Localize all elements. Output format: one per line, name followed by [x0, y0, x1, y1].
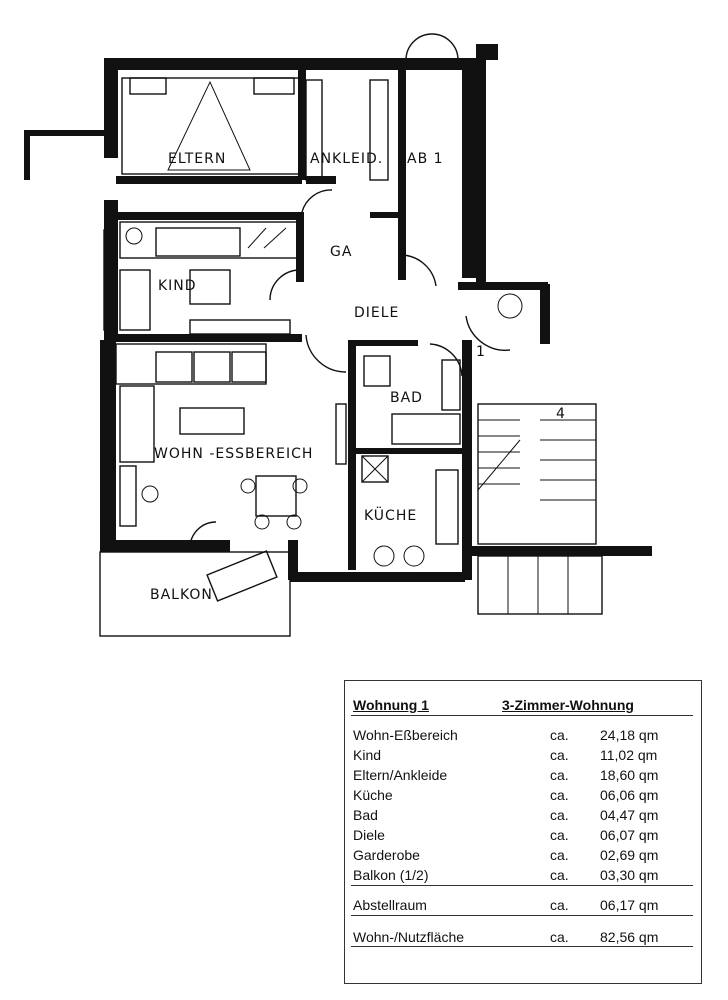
row-name: Wohn-Eßbereich — [353, 727, 458, 743]
room-label-balkon: BALKON — [150, 587, 213, 603]
row-ca: ca. — [550, 867, 569, 883]
area-row — [353, 787, 687, 807]
row-value: 03,30 qm — [600, 867, 659, 883]
room-label-kueche: KÜCHE — [364, 508, 418, 524]
room-label-kind: KIND — [158, 278, 197, 294]
room-label-wohn-essbereich: WOHN -ESSBEREICH — [154, 446, 314, 462]
stair-mark: 1 — [476, 344, 486, 360]
row-name: Küche — [353, 787, 393, 803]
row-value: 06,07 qm — [600, 827, 659, 843]
row-value: 18,60 qm — [600, 767, 659, 783]
room-label-diele: DIELE — [354, 305, 400, 321]
storage-name: Abstellraum — [353, 897, 427, 913]
row-ca: ca. — [550, 727, 569, 743]
row-name: Bad — [353, 807, 378, 823]
room-label-eltern: ELTERN — [168, 151, 227, 167]
row-value: 24,18 qm — [600, 727, 659, 743]
header-divider — [351, 715, 693, 716]
area-row — [353, 727, 687, 747]
table-title: Wohnung 1 — [353, 697, 429, 713]
storage-row — [353, 897, 687, 917]
area-row — [353, 867, 687, 887]
room-label-bad: BAD — [390, 390, 423, 406]
staircase — [478, 404, 596, 544]
row-value: 04,47 qm — [600, 807, 659, 823]
row-value: 02,69 qm — [600, 847, 659, 863]
area-row — [353, 767, 687, 787]
area-table — [344, 680, 702, 984]
row-ca: ca. — [550, 787, 569, 803]
row-ca: ca. — [550, 747, 569, 763]
row-divider — [351, 915, 693, 916]
row-value: 06,06 qm — [600, 787, 659, 803]
total-ca: ca. — [550, 929, 569, 945]
row-ca: ca. — [550, 847, 569, 863]
total-value: 82,56 qm — [600, 929, 659, 945]
storage-ca: ca. — [550, 897, 569, 913]
outer-walls — [24, 44, 652, 582]
storage-value: 06,17 qm — [600, 897, 659, 913]
row-ca: ca. — [550, 827, 569, 843]
room-label-abstellraum: AB 1 — [407, 151, 444, 167]
row-ca: ca. — [550, 767, 569, 783]
room-label-ankleide: ANKLEID. — [310, 151, 384, 167]
row-name: Garderobe — [353, 847, 420, 863]
room-label-garderobe: GA — [330, 244, 353, 260]
row-divider — [351, 885, 693, 886]
stair-mark-top: 4 — [556, 406, 566, 422]
total-name: Wohn-/Nutzfläche — [353, 929, 465, 945]
interior-walls — [116, 70, 466, 570]
area-row — [353, 747, 687, 767]
row-value: 11,02 qm — [600, 747, 658, 763]
row-ca: ca. — [550, 807, 569, 823]
row-name: Kind — [353, 747, 382, 763]
row-divider — [351, 946, 693, 947]
area-row — [353, 827, 687, 847]
table-subtitle: 3-Zimmer-Wohnung — [502, 697, 634, 713]
row-name: Eltern/Ankleide — [353, 767, 448, 783]
row-name: Balkon (1/2) — [353, 867, 429, 883]
row-name: Diele — [353, 827, 385, 843]
area-row — [353, 847, 687, 867]
area-row — [353, 807, 687, 827]
